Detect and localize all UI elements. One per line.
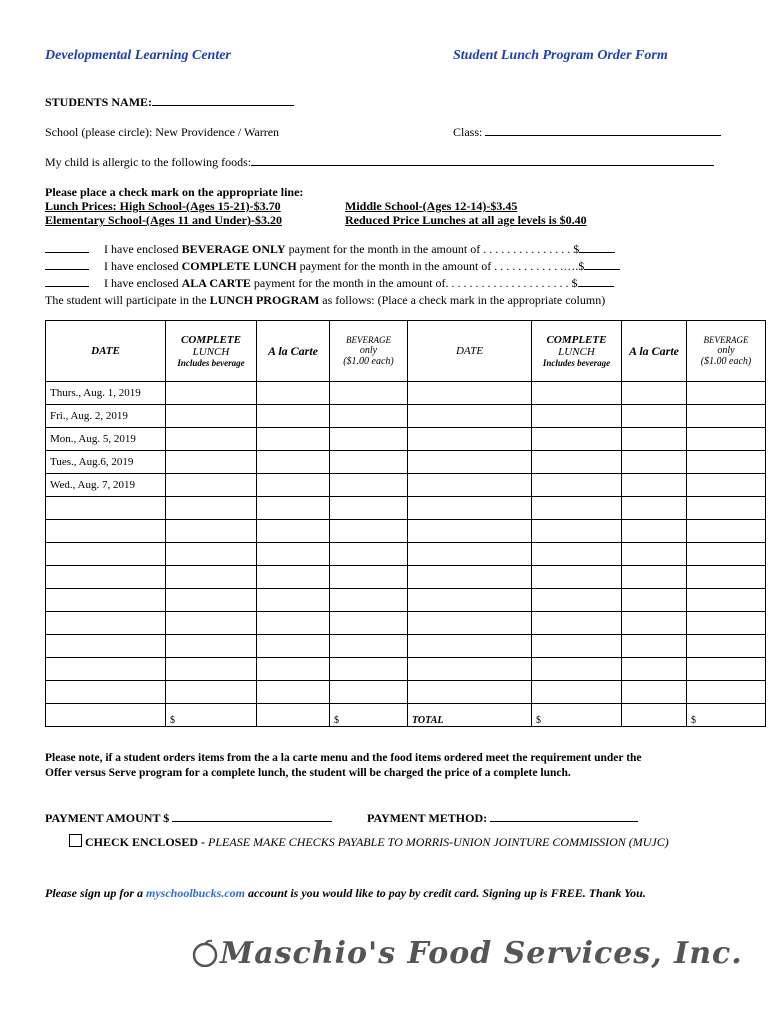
order-cell[interactable] — [687, 474, 766, 497]
order-cell[interactable] — [166, 520, 257, 543]
total-empty-cell — [46, 704, 166, 727]
order-cell[interactable] — [257, 405, 330, 428]
amount-complete-field[interactable] — [584, 259, 620, 270]
table-row — [46, 681, 766, 704]
header-date-left — [46, 321, 166, 382]
order-cell[interactable] — [408, 474, 532, 497]
order-cell[interactable] — [622, 681, 687, 704]
enclosed-beverage-row — [45, 242, 615, 257]
order-cell[interactable] — [257, 566, 330, 589]
table-row — [46, 612, 766, 635]
table-row — [46, 451, 766, 474]
note-line-2: Offer versus Serve program for a complete lunch, the student will be charged the price of a complete lunch. — [45, 767, 571, 779]
myschoolbucks-link[interactable]: myschoolbucks.com — [146, 886, 246, 900]
order-cell[interactable] — [166, 451, 257, 474]
order-cell[interactable] — [687, 566, 766, 589]
total-amount-cell[interactable]: $ — [330, 704, 408, 727]
order-cell[interactable] — [622, 658, 687, 681]
order-cell[interactable] — [408, 451, 532, 474]
payment-amount-row — [45, 811, 332, 826]
table-row — [46, 543, 766, 566]
order-cell[interactable] — [622, 405, 687, 428]
table-row — [46, 520, 766, 543]
order-cell[interactable] — [330, 612, 408, 635]
order-cell[interactable] — [622, 543, 687, 566]
amount-beverage-field[interactable] — [579, 242, 615, 253]
order-cell[interactable] — [622, 589, 687, 612]
order-cell[interactable] — [408, 405, 532, 428]
header-complete-label: COMPLETE — [181, 334, 241, 346]
order-cell[interactable] — [257, 428, 330, 451]
order-cell[interactable] — [532, 681, 622, 704]
order-cell[interactable] — [408, 635, 532, 658]
order-cell[interactable] — [408, 681, 532, 704]
signup-row — [45, 886, 646, 901]
student-name-label: STUDENTS NAME: — [45, 95, 153, 109]
enclosed-alacarte-post: payment for the month in the amount of. . . . . . . . . . . . . . . . . . . . . $ — [250, 276, 578, 290]
table-row — [46, 428, 766, 451]
order-cell[interactable] — [408, 658, 532, 681]
price-high-school: Lunch Prices: High School-(Ages 15-21)-$3.70 — [45, 199, 281, 213]
total-empty-cell — [622, 704, 687, 727]
header-alacarte-right-label: A la Carte — [628, 343, 679, 358]
order-cell[interactable] — [622, 382, 687, 405]
order-cell[interactable] — [257, 635, 330, 658]
order-cell[interactable] — [330, 658, 408, 681]
table-row — [46, 658, 766, 681]
order-cell[interactable] — [622, 520, 687, 543]
order-cell[interactable] — [532, 566, 622, 589]
table-row — [46, 497, 766, 520]
order-cell[interactable] — [257, 520, 330, 543]
table-row — [46, 382, 766, 405]
order-cell[interactable] — [408, 497, 532, 520]
order-cell[interactable] — [257, 451, 330, 474]
order-cell[interactable] — [532, 382, 622, 405]
order-cell[interactable] — [532, 658, 622, 681]
enclosed-beverage-pre: I have enclosed — [104, 242, 182, 256]
row-date — [46, 658, 166, 681]
header-complete-left — [166, 321, 257, 382]
order-cell[interactable] — [687, 612, 766, 635]
order-cell[interactable] — [166, 474, 257, 497]
check-line-alacarte[interactable] — [45, 276, 89, 287]
order-cell[interactable] — [687, 589, 766, 612]
order-cell[interactable] — [257, 681, 330, 704]
order-cell[interactable] — [166, 658, 257, 681]
enclosed-complete-row — [45, 259, 620, 274]
order-cell[interactable] — [166, 612, 257, 635]
header-alacarte-left — [257, 321, 330, 382]
maschios-logo — [190, 936, 743, 971]
header-complete-right-label: COMPLETE — [546, 334, 607, 346]
allergy-label: My child is allergic to the following foods: — [45, 155, 252, 169]
order-cell[interactable] — [687, 428, 766, 451]
header-each-label: ($1.00 each) — [343, 356, 394, 367]
order-cell[interactable] — [622, 497, 687, 520]
order-cell[interactable] — [257, 589, 330, 612]
header-lunch-label: LUNCH — [192, 346, 230, 358]
order-cell[interactable] — [532, 543, 622, 566]
payment-method-label: PAYMENT METHOD: — [367, 811, 488, 825]
order-cell[interactable] — [622, 612, 687, 635]
order-cell[interactable] — [532, 405, 622, 428]
student-name-field[interactable] — [152, 95, 294, 106]
order-cell[interactable] — [257, 612, 330, 635]
row-date — [46, 612, 166, 635]
order-cell[interactable] — [622, 474, 687, 497]
order-cell[interactable] — [166, 589, 257, 612]
price-middle-school: Middle School-(Ages 12-14)-$3.45 — [345, 199, 518, 213]
order-cell[interactable] — [330, 428, 408, 451]
row-date — [46, 635, 166, 658]
enclosed-beverage-post: payment for the month in the amount of . . . . . . . . . . . . . . . $ — [285, 242, 580, 256]
class-label: Class: — [453, 125, 483, 139]
class-field[interactable] — [485, 125, 721, 136]
order-cell[interactable] — [330, 635, 408, 658]
order-cell[interactable] — [166, 635, 257, 658]
order-cell[interactable] — [166, 497, 257, 520]
order-cell[interactable] — [330, 497, 408, 520]
logo-text: Maschio's Food Services, Inc. — [220, 936, 743, 971]
header-alacarte-label: A la Carte — [267, 343, 318, 358]
row-date — [46, 566, 166, 589]
table-body — [46, 382, 766, 727]
order-cell[interactable] — [166, 428, 257, 451]
check-enclosed-checkbox[interactable] — [69, 834, 82, 847]
payment-amount-field[interactable] — [172, 811, 332, 822]
header-includes-right-label: Includes beverage — [542, 358, 611, 368]
header-beverage-right — [687, 321, 766, 382]
order-cell[interactable] — [166, 681, 257, 704]
total-amount-cell[interactable]: $ — [687, 704, 766, 727]
order-cell[interactable] — [687, 635, 766, 658]
form-title: Student Lunch Program Order Form — [453, 48, 668, 63]
check-enclosed-label: CHECK ENCLOSED - — [85, 835, 209, 849]
enclosed-complete-post: payment for the month in the amount of . . . . . . . . . . . .….$ — [296, 259, 585, 273]
payment-method-row — [367, 811, 638, 826]
header-date-left-label: DATE — [91, 345, 120, 357]
enclosed-alacarte-pre: I have enclosed — [104, 276, 182, 290]
table-row — [46, 635, 766, 658]
order-cell[interactable] — [532, 612, 622, 635]
student-name-row — [45, 95, 294, 110]
check-enclosed-note: PLEASE MAKE CHECKS PAYABLE TO MORRIS-UNION JOINTURE COMMISSION (MUJC) — [208, 835, 669, 849]
check-line-beverage[interactable] — [45, 242, 89, 253]
price-instruction: Please place a check mark on the appropriate line: — [45, 185, 304, 199]
header-only-label: only — [359, 345, 378, 356]
school-label: School (please circle): New Providence / Warren — [45, 125, 280, 139]
participate-pre: The student will participate in the — [45, 293, 210, 307]
order-cell[interactable] — [330, 474, 408, 497]
note-line-1: Please note, if a student orders items from the a la carte menu and the food items ordered meet the requirement under the — [45, 752, 642, 764]
check-line-complete[interactable] — [45, 259, 89, 270]
enclosed-complete-bold: COMPLETE LUNCH — [181, 259, 297, 273]
header-lunch-right-label: LUNCH — [558, 346, 595, 358]
order-cell[interactable] — [166, 543, 257, 566]
amount-alacarte-field[interactable] — [578, 276, 614, 287]
order-cell[interactable] — [330, 589, 408, 612]
order-cell[interactable] — [687, 451, 766, 474]
row-date — [46, 497, 166, 520]
row-date: Thurs., Aug. 1, 2019 — [46, 382, 166, 405]
payment-amount-label: PAYMENT AMOUNT $ — [45, 811, 170, 825]
order-cell[interactable] — [330, 451, 408, 474]
row-date — [46, 681, 166, 704]
table-row — [46, 589, 766, 612]
order-cell[interactable] — [330, 405, 408, 428]
order-cell[interactable] — [532, 451, 622, 474]
signup-pre: Please sign up for a — [45, 886, 147, 900]
enclosed-alacarte-row — [45, 276, 614, 291]
order-cell[interactable] — [532, 520, 622, 543]
row-date: Fri., Aug. 2, 2019 — [46, 405, 166, 428]
row-date: Wed., Aug. 7, 2019 — [46, 474, 166, 497]
order-cell[interactable] — [257, 474, 330, 497]
order-cell[interactable] — [257, 543, 330, 566]
header-date-right-label: DATE — [455, 345, 484, 357]
order-cell[interactable] — [622, 451, 687, 474]
table-row — [46, 474, 766, 497]
total-amount-cell[interactable]: $ — [532, 704, 622, 727]
class-row — [453, 125, 721, 140]
participate-bold: LUNCH PROGRAM — [209, 293, 320, 307]
order-cell[interactable] — [532, 589, 622, 612]
header-each-right-label: ($1.00 each) — [700, 356, 752, 367]
header-only-right-label: only — [717, 345, 735, 356]
header-alacarte-right — [622, 321, 687, 382]
order-cell[interactable] — [408, 612, 532, 635]
signup-post: account is you would like to pay by credit card. Signing up is FREE. Thank You. — [245, 886, 646, 900]
order-cell[interactable] — [330, 382, 408, 405]
order-cell[interactable] — [622, 566, 687, 589]
order-cell[interactable] — [257, 497, 330, 520]
order-cell[interactable] — [532, 497, 622, 520]
order-cell[interactable] — [687, 681, 766, 704]
enclosed-beverage-bold: BEVERAGE ONLY — [181, 242, 286, 256]
order-cell[interactable] — [622, 635, 687, 658]
totals-row — [46, 704, 766, 727]
order-cell[interactable] — [330, 566, 408, 589]
row-date — [46, 543, 166, 566]
row-date: Tues., Aug.6, 2019 — [46, 451, 166, 474]
order-cell[interactable] — [166, 382, 257, 405]
order-cell[interactable] — [408, 428, 532, 451]
header-complete-right — [532, 321, 622, 382]
allergy-field[interactable] — [251, 155, 714, 166]
center-title: Developmental Learning Center — [45, 48, 231, 63]
header-beverage-right-label: BEVERAGE — [703, 335, 749, 345]
price-reduced: Reduced Price Lunches at all age levels is $0.40 — [345, 213, 587, 227]
order-cell[interactable] — [330, 543, 408, 566]
order-cell[interactable] — [408, 543, 532, 566]
order-cell[interactable] — [687, 382, 766, 405]
table-row — [46, 566, 766, 589]
order-cell[interactable] — [532, 474, 622, 497]
participate-row — [45, 293, 605, 308]
order-cell[interactable] — [166, 405, 257, 428]
order-cell[interactable] — [687, 520, 766, 543]
payment-method-field[interactable] — [490, 811, 638, 822]
header-includes-label: Includes beverage — [177, 358, 245, 368]
order-cell[interactable] — [257, 382, 330, 405]
price-elementary: Elementary School-(Ages 11 and Under)-$3.20 — [45, 213, 282, 227]
row-date: Mon., Aug. 5, 2019 — [46, 428, 166, 451]
total-label: TOTAL — [408, 704, 532, 727]
row-date — [46, 520, 166, 543]
apple-icon — [190, 939, 220, 967]
order-table — [45, 320, 766, 727]
order-cell[interactable] — [257, 658, 330, 681]
participate-post: as follows: (Place a check mark in the appropriate column) — [319, 293, 606, 307]
order-cell[interactable] — [408, 382, 532, 405]
order-cell[interactable] — [622, 428, 687, 451]
total-amount-cell[interactable]: $ — [166, 704, 257, 727]
header-date-right — [408, 321, 532, 382]
order-cell[interactable] — [532, 635, 622, 658]
order-cell[interactable] — [687, 658, 766, 681]
row-date — [46, 589, 166, 612]
order-cell[interactable] — [532, 428, 622, 451]
order-cell[interactable] — [687, 497, 766, 520]
header-beverage-left — [330, 321, 408, 382]
table-header-row — [46, 321, 766, 382]
order-cell[interactable] — [687, 405, 766, 428]
table-row — [46, 405, 766, 428]
enclosed-complete-pre: I have enclosed — [104, 259, 182, 273]
order-cell[interactable] — [408, 589, 532, 612]
order-cell[interactable] — [330, 520, 408, 543]
order-cell[interactable] — [687, 543, 766, 566]
allergy-row — [45, 155, 714, 170]
order-cell[interactable] — [408, 520, 532, 543]
enclosed-alacarte-bold: ALA CARTE — [181, 276, 251, 290]
check-enclosed-row — [69, 834, 669, 850]
header-beverage-label: BEVERAGE — [346, 335, 391, 345]
total-empty-cell — [257, 704, 330, 727]
order-cell[interactable] — [330, 681, 408, 704]
order-cell[interactable] — [166, 566, 257, 589]
order-cell[interactable] — [408, 566, 532, 589]
